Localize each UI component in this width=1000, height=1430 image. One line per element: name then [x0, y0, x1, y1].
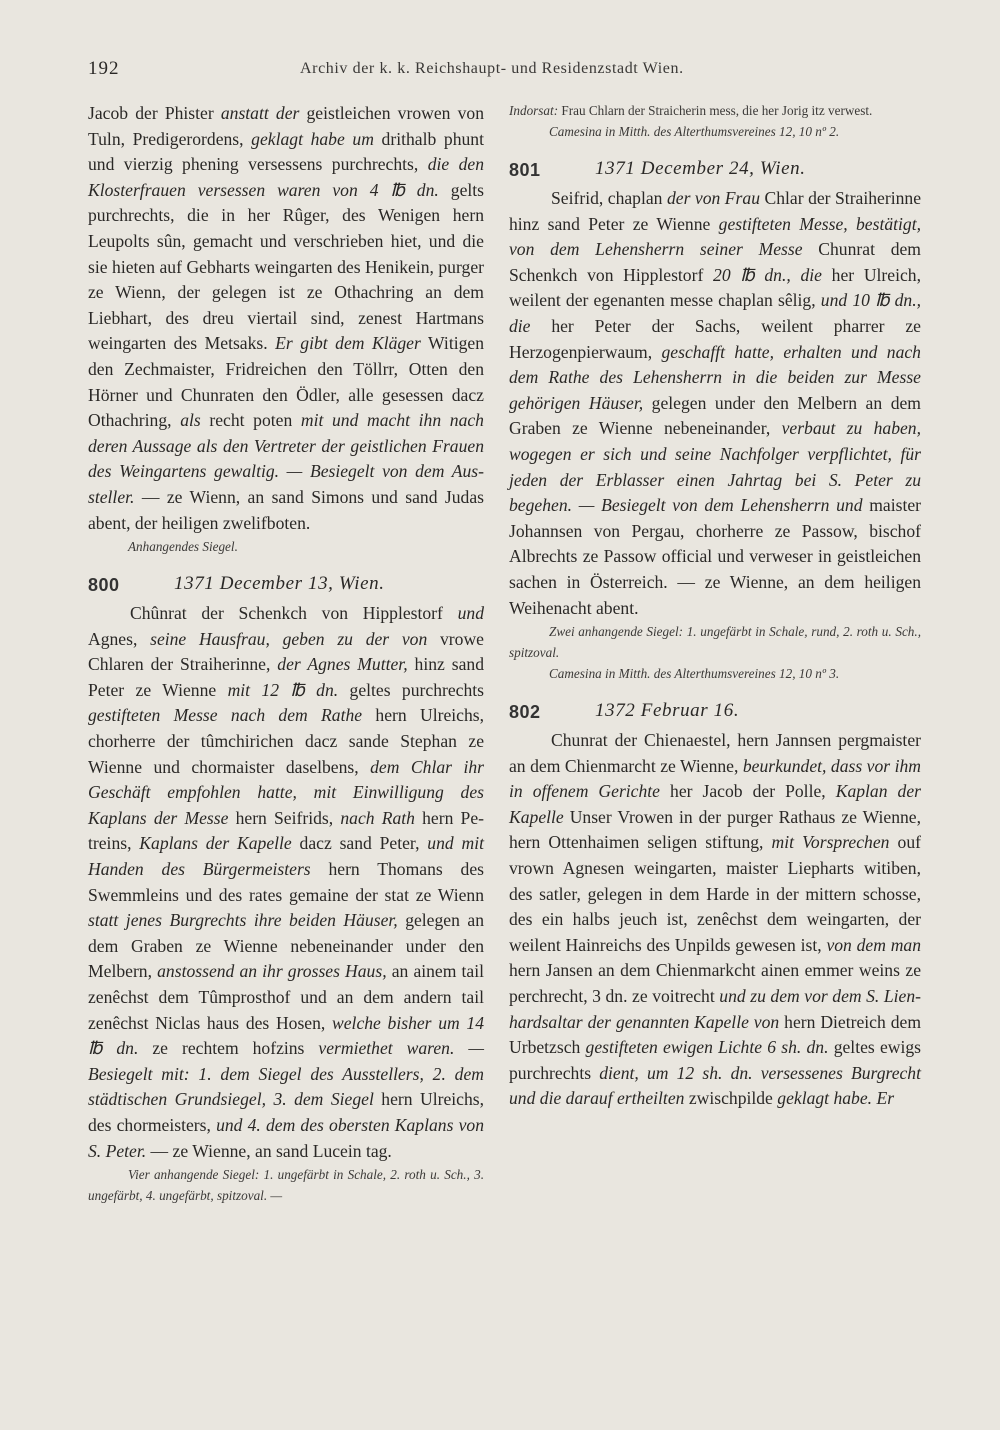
entry-heading-802 — [509, 698, 921, 726]
reference-note: Camesina in Mitth. des Alterthumsvereines 12, 10 nº 2. — [549, 124, 840, 139]
entry-text-800: Chûnrat der Schenkch von Hipplestorf und Agnes, seine Hausfrau, geben zu der von vrowe Chlaren der Straiherinne, der Agnes Mutter, hinz sand Peter ze Wienne mit 12 ℔ dn. geltes purchrechts gestifteten Messe nach dem Rathe hern Ulreichs, chorherre der tûmchirichen dacz sande Stephan ze Wienne und chormaister daselbens, dem Chlar ihr Geschäft empfohlen hatte, mit Einwilligung des Kaplans der Messe hern Seifrids, nach Rath hern Petreins, Kaplans der Kapelle dacz sand Peter, und mit Handen des Bürgermeisters hern Thomans des Swemmleins und des rates gemaine der stat ze Wienn statt jenes Burgrechts ihre beiden Häuser, gelegen an dem Graben ze Wienne nebeneinander under den Melbern, anstossend an ihr grosses Haus, an ainem tail zenêchst dem Tûmprosthof und an dem andern tail zenêchst Niclas haus des Hosen, welche bisher um 14 ℔ dn. ze rechtem hofzins vermiethet waren. — Besiegelt mit: 1. dem Siegel des Ausstellers, 2. dem städtischen Grundsiegel, 3. dem Siegel hern Ulreichs, des chormeisters, und 4. dem des obersten Kaplans von S. Peter. — ze Wienne, an sand Lucein tag. — [88, 603, 485, 1161]
entry-number: 801 — [509, 160, 541, 180]
page-number: 192 — [88, 58, 120, 79]
running-head: Archiv der k. k. Reichshaupt- und Residenzstadt Wien. — [300, 60, 684, 77]
entry-heading-801 — [509, 156, 921, 184]
entry-text-802: Chunrat der Chienaestel, hern Jannsen pergmaister an dem Chienmarcht ze Wienne, beurkundet, dass vor ihm in offenem Gerichte her Jacob der Polle, Kaplan der Kapelle Unser Vrowen in der purger Rathaus ze Wienne, hern Ottenhaimen seligen stiftung, mit Vorsprechen ouf vrown Agnesen weingarten, maister Liepharts witiben, des satler, gelegen in dem Harde in der mittern schosse, des ein halbs jeuch ist, zenêchst dem weingarten, der weilent Hainreichs des Unpilds gewesen ist, von dem man hern Jansen an dem Chienmarkcht ainen emmer weins ze perchrecht, 3 dn. ze voitrecht und zu dem vor dem S. Lienhardsaltar der genannten Kapelle von hern Dietreich dem Urbetzsch gestifteten ewigen Lichte 6 sh. dn. geltes ewigs purchrechts dient, um 12 sh. dn. versessenes Burgrecht und die darauf ertheilten zwischpilde geklagt habe. Er — [509, 730, 922, 1109]
seal-note-801: Zwei anhangende Siegel: 1. ungefärbt in Schale, rund, 2. roth u. Sch., spitzoval. — [509, 624, 921, 661]
entry-date: 1371 December 13, Wien. — [174, 573, 385, 595]
entry-text-801: Seifrid, chaplan der von Frau Chlar der Straiherinne hinz sand Peter ze Wienne gestifteten Messe, bestätigt, von dem Lehensherrn seiner Messe Chunrat dem Schenkch von Hipplestorf 20 ℔ dn., die her Ulreich, weilent der egenanten messe chaplan sêlig, und 10 ℔ dn., die her Peter der Sachs, weilent pharrer ze Herzogenpierwaum, geschafft hatte, erhalten und nach dem Rathe des Lehensherrn in die beiden zur Messe gehörigen Häuser, gelegen under den Melbern an dem Graben ze Wienne nebeneinander, verbaut zu haben, wogegen er sich und seine Nachfolger verpflichtet, für jeden der Erblasser einen Jahrtag bei S. Peter zu begehen. — Besiegelt von dem Lehensherrn und maister Johannsen von Pergau, chorherre ze Passow, bischof Albrechts ze Passow official und verweser in geistleichen sachen in Österreich. — ze Wienne, an dem heiligen Weihenacht abent. — [509, 188, 922, 618]
endorsement-note: Indorsat: Frau Chlarn der Straicherin mess, die her Jorig itz verwest. — [509, 103, 873, 118]
reference-note-801: Camesina in Mitth. des Alterthumsvereines 12, 10 nº 3. — [549, 666, 840, 682]
entry-date: 1371 December 24, Wien. — [595, 158, 806, 179]
entry-number: 802 — [509, 702, 541, 723]
right-column — [509, 100, 921, 1112]
seal-note: Anhangendes Siegel. — [128, 539, 238, 555]
entry-date: 1372 Februar 16. — [595, 700, 740, 722]
left-column — [88, 101, 484, 1206]
page-header — [88, 58, 922, 88]
entry-number: 800 — [88, 575, 120, 596]
seal-note-800: Vier anhangende Siegel: 1. ungefärbt in Schale, 2. roth u. Sch., 3. ungefärbt, 4. ungefärbt, spitzoval. — — [88, 1167, 484, 1204]
entry-heading-800 — [88, 571, 484, 599]
continued-entry-text: Jacob der Phister anstatt der geistleichen vrowen von Tuln, Predigerordens, geklagt habe um drithalb phunt und vierzig phening versessens purchrechts, die den Klosterfrauen versessen waren von 4 ℔ dn. gelts purchrechts, die in her Rûger, des Wenigen hern Leupolts sûn, gemacht und verschrieben hiet, und die sie hieten auf Gebharts weingarten des Henikein, purger ze Wienn, der gelegen ist ze Othachring an dem Liebhart, des dreu viertail sind, zenest Hartmans weingarten des Metsaks. Er gibt dem Kläger Witigen den Zechmaister, Fridreichen den Töllrr, Otten den Hörner und Chunraten den Ödler, alle gesessen dacz Othachring, als recht poten mit und macht ihn nach deren Aussage als den Vertreter der geistlichen Frauen des Weingartens gewaltig. — Besiegelt von dem Aussteller. — ze Wienn, an sand Simons und sand Judas abent, der heiligen zwelifboten. — [88, 103, 484, 533]
